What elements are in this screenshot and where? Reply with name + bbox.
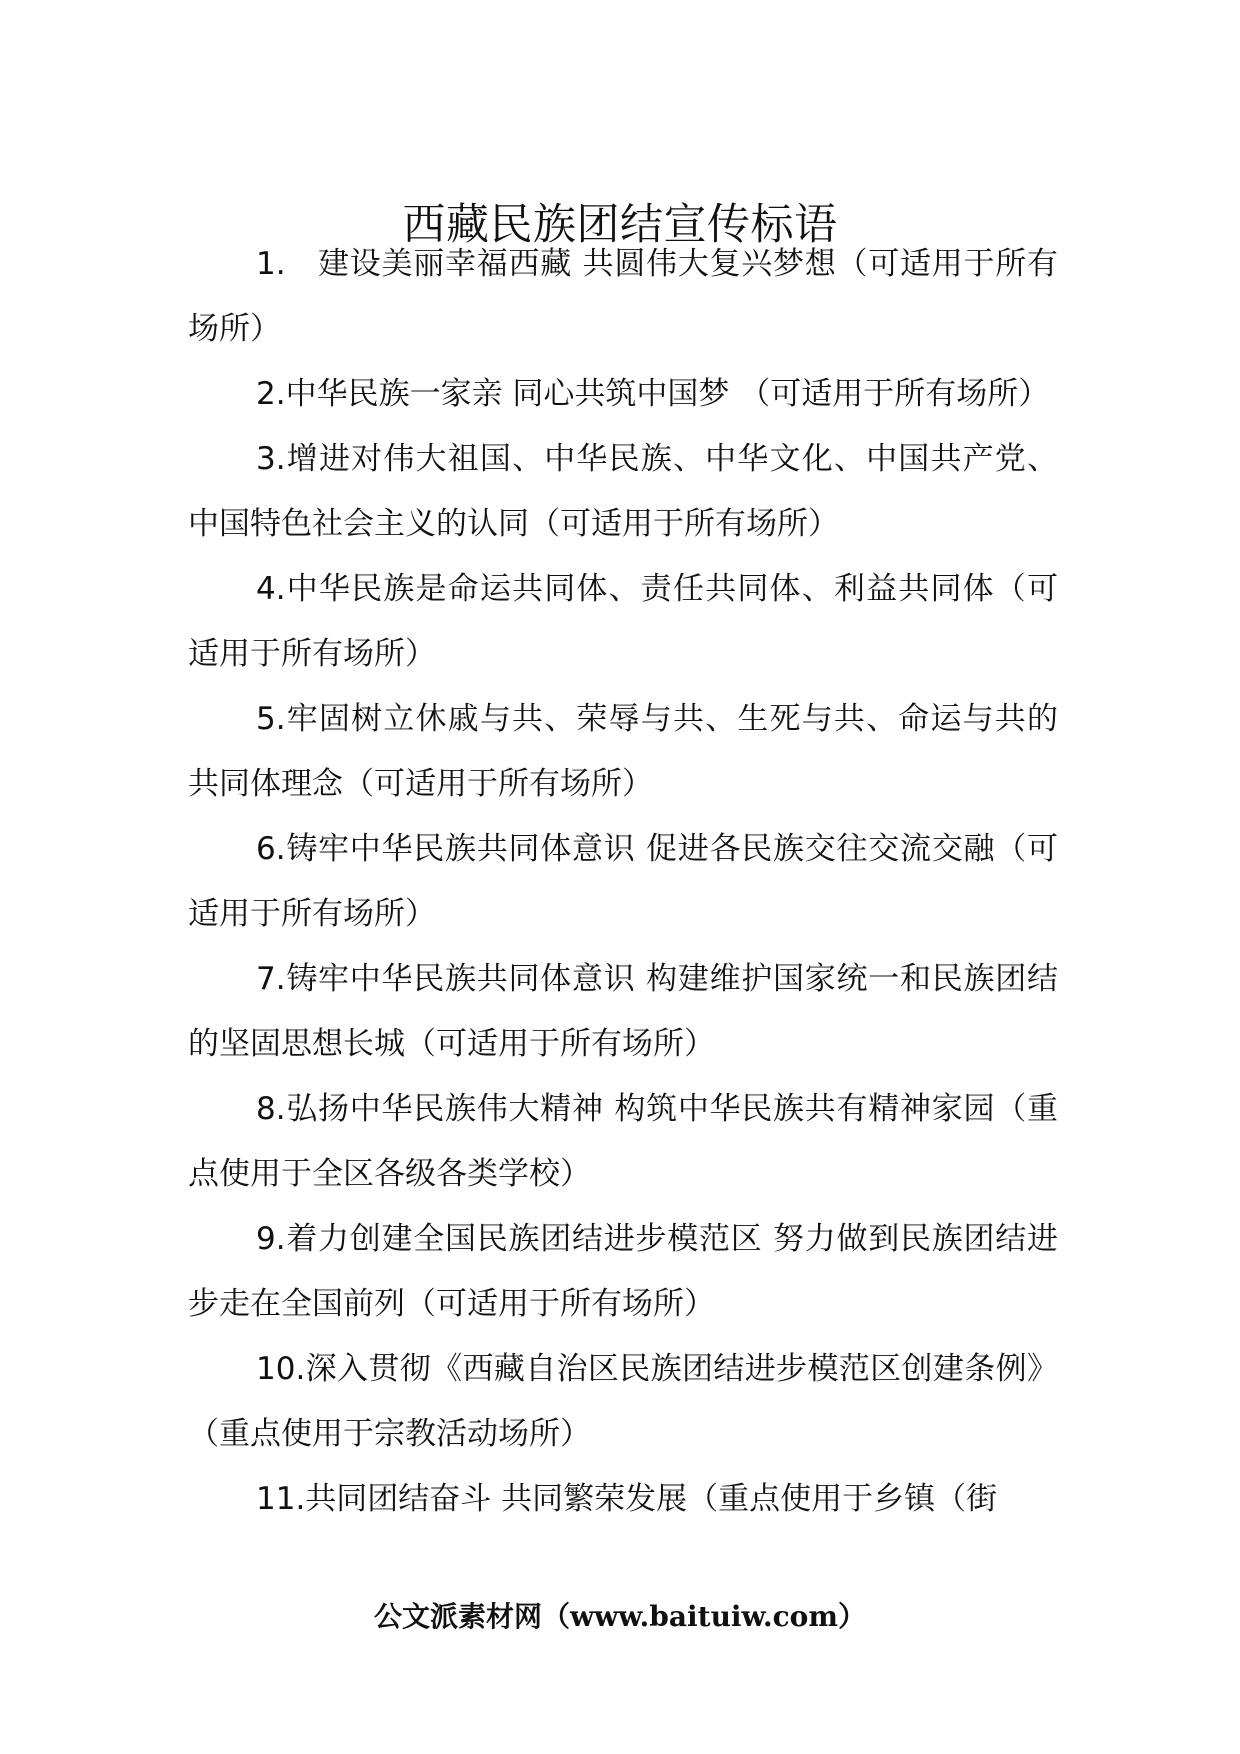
slogan-item: 2.中华民族一家亲 同心共筑中国梦 （可适用于所有场所） [256,376,1050,412]
slogan-item: 11.共同团结奋斗 共同繁荣发展（重点使用于乡镇（街 [256,1481,998,1517]
document-title: 西藏民族团结宣传标语 [402,199,838,250]
slogan-item: 5.牢固树立休戚与共、荣辱与共、生死与共、命运与共的共同体理念（可适用于所有场所） [188,701,1058,802]
slogan-item: 4.中华民族是命运共同体、责任共同体、利益共同体（可适用于所有场所） [188,571,1058,672]
slogan-item: 9.着力创建全国民族团结进步模范区 努力做到民族团结进步走在全国前列（可适用于所有场所） [188,1221,1058,1322]
slogan-item: 3.增进对伟大祖国、中华民族、中华文化、中国共产党、中国特色社会主义的认同（可适用于所有场所） [188,441,1058,542]
slogan-item: 1. 建设美丽幸福西藏 共圆伟大复兴梦想（可适用于所有场所） [188,246,1058,347]
slogan-item: 8.弘扬中华民族伟大精神 构筑中华民族共有精神家园（重点使用于全区各级各类学校） [188,1091,1058,1192]
slogan-item: 7.铸牢中华民族共同体意识 构建维护国家统一和民族团结的坚固思想长城（可适用于所有场所） [188,961,1058,1062]
page-footer-watermark: 公文派素材网（www.baituiw.com） [374,1600,866,1633]
slogan-item: 10.深入贯彻《西藏自治区民族团结进步模范区创建条例》（重点使用于宗教活动场所） [188,1351,1058,1452]
slogan-list [188,232,1058,1532]
slogan-item: 6.铸牢中华民族共同体意识 促进各民族交往交流交融（可适用于所有场所） [188,831,1058,932]
